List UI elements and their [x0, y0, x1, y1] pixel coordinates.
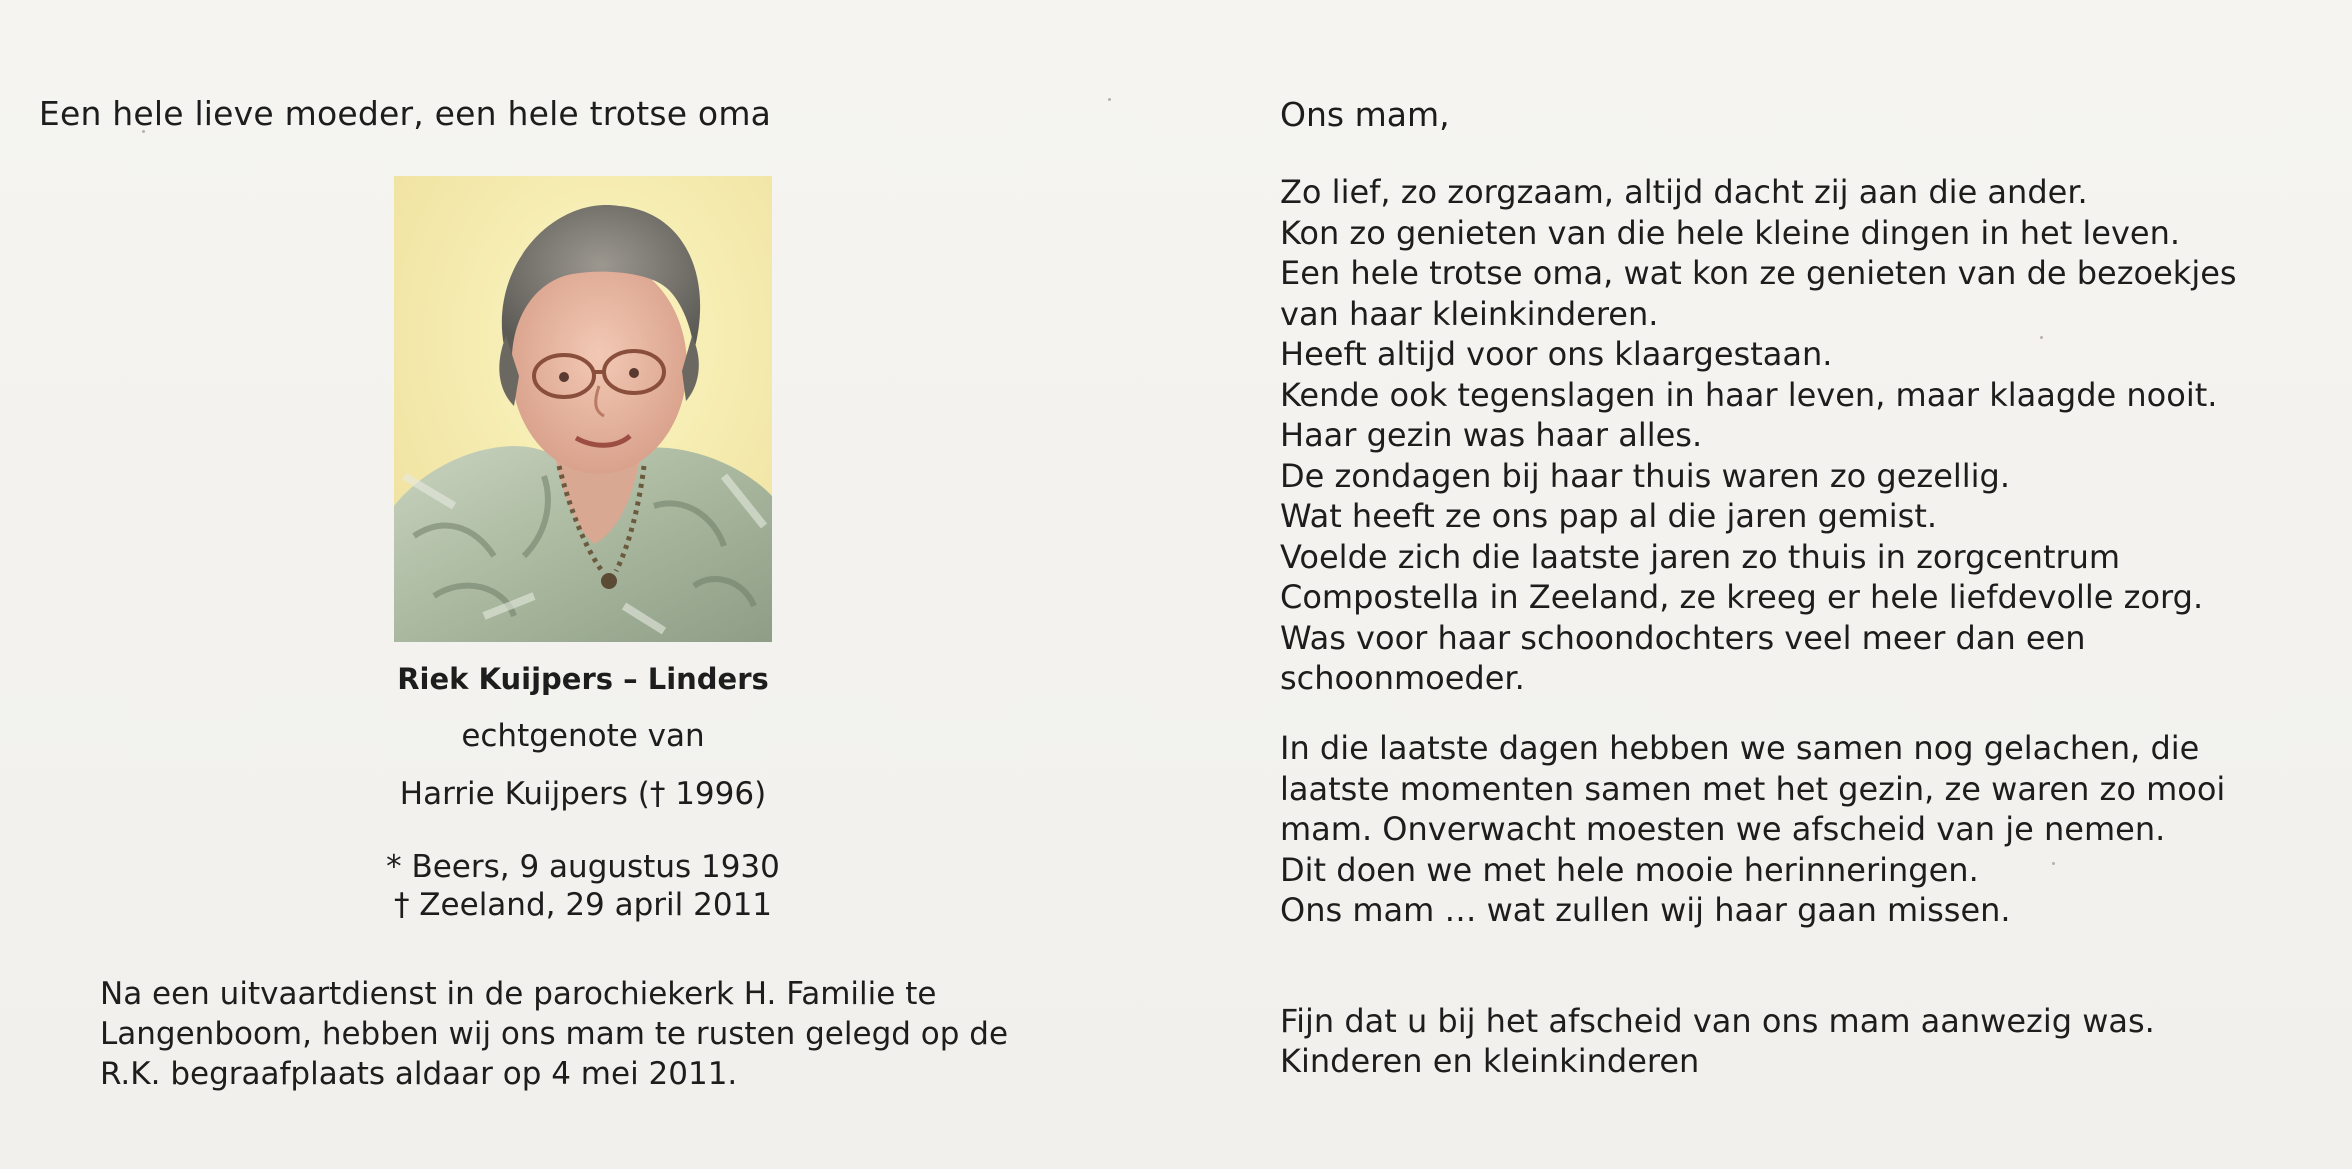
- tribute-line: Was voor haar schoondochters veel meer dan een: [1280, 618, 2086, 657]
- tribute-line: van haar kleinkinderen.: [1280, 294, 1659, 333]
- tribute-line: Voelde zich die laatste jaren zo thuis in zorgcentrum: [1280, 537, 2121, 576]
- tribute-line: Kon zo genieten van die hele kleine dingen in het leven.: [1280, 213, 2181, 252]
- tribute-text-part1: [1280, 172, 2237, 699]
- tribute-line: Compostella in Zeeland, ze kreeg er hele liefdevolle zorg.: [1280, 578, 2204, 616]
- tribute-line: mam. Onverwacht moesten we afscheid van je nemen.: [1280, 810, 2166, 848]
- tribute-line: Haar gezin was haar alles.: [1280, 416, 1703, 454]
- tribute-line: Dit doen we met hele mooie herinneringen.: [1280, 850, 1979, 889]
- birth-line: * Beers, 9 augustus 1930: [386, 849, 780, 885]
- tribute-line: Kende ook tegenslagen in haar leven, maar klaagde nooit.: [1280, 375, 2218, 414]
- closing-signature: Kinderen en kleinkinderen: [1280, 1042, 1700, 1080]
- portrait-illustration: [394, 176, 772, 642]
- tribute-line: Wat heeft ze ons pap al die jaren gemist.: [1280, 497, 1938, 535]
- closing-line: Fijn dat u bij het afscheid van ons mam aanwezig was.: [1280, 1002, 2155, 1040]
- portrait-photo: [394, 176, 772, 642]
- closing-note: [1280, 1001, 2155, 1081]
- tribute-line: Een hele trotse oma, wat kon ze genieten van de bezoekjes: [1280, 254, 2237, 292]
- tribute-line: laatste momenten samen met het gezin, ze waren zo mooi: [1280, 769, 2226, 808]
- service-line: R.K. begraafplaats aldaar op 4 mei 2011.: [100, 1056, 738, 1092]
- service-line: Na een uitvaartdienst in de parochiekerk H. Familie te: [100, 976, 937, 1012]
- card-heading-text: Een hele lieve moeder, een hele trotse oma: [38, 94, 772, 133]
- tribute-line: Zo lief, zo zorgzaam, altijd dacht zij aan die ander.: [1280, 173, 2088, 211]
- funeral-service-note: [100, 974, 1100, 1094]
- greeting: Ons mam,: [1280, 95, 1450, 134]
- tribute-line: Heeft altijd voor ons klaargestaan.: [1280, 335, 1833, 373]
- tribute-line: In die laatste dagen hebben we samen nog gelachen, die: [1280, 729, 2200, 767]
- service-line: Langenboom, hebben wij ons mam te rusten gelegd op de: [100, 1016, 1009, 1052]
- tribute-text-part2: [1280, 728, 2225, 931]
- tribute-line: schoonmoeder.: [1280, 659, 1525, 697]
- deceased-name: Riek Kuijpers – Linders: [397, 662, 769, 696]
- tribute-line: De zondagen bij haar thuis waren zo gezellig.: [1280, 456, 2011, 495]
- death-line: † Zeeland, 29 april 2011: [393, 887, 773, 923]
- spouse-intro: echtgenote van: [461, 718, 705, 754]
- card-heading: [0, 94, 1180, 133]
- tribute-line: Ons mam … wat zullen wij haar gaan missen.: [1280, 891, 2011, 929]
- spouse-name: Harrie Kuijpers († 1996): [399, 776, 767, 812]
